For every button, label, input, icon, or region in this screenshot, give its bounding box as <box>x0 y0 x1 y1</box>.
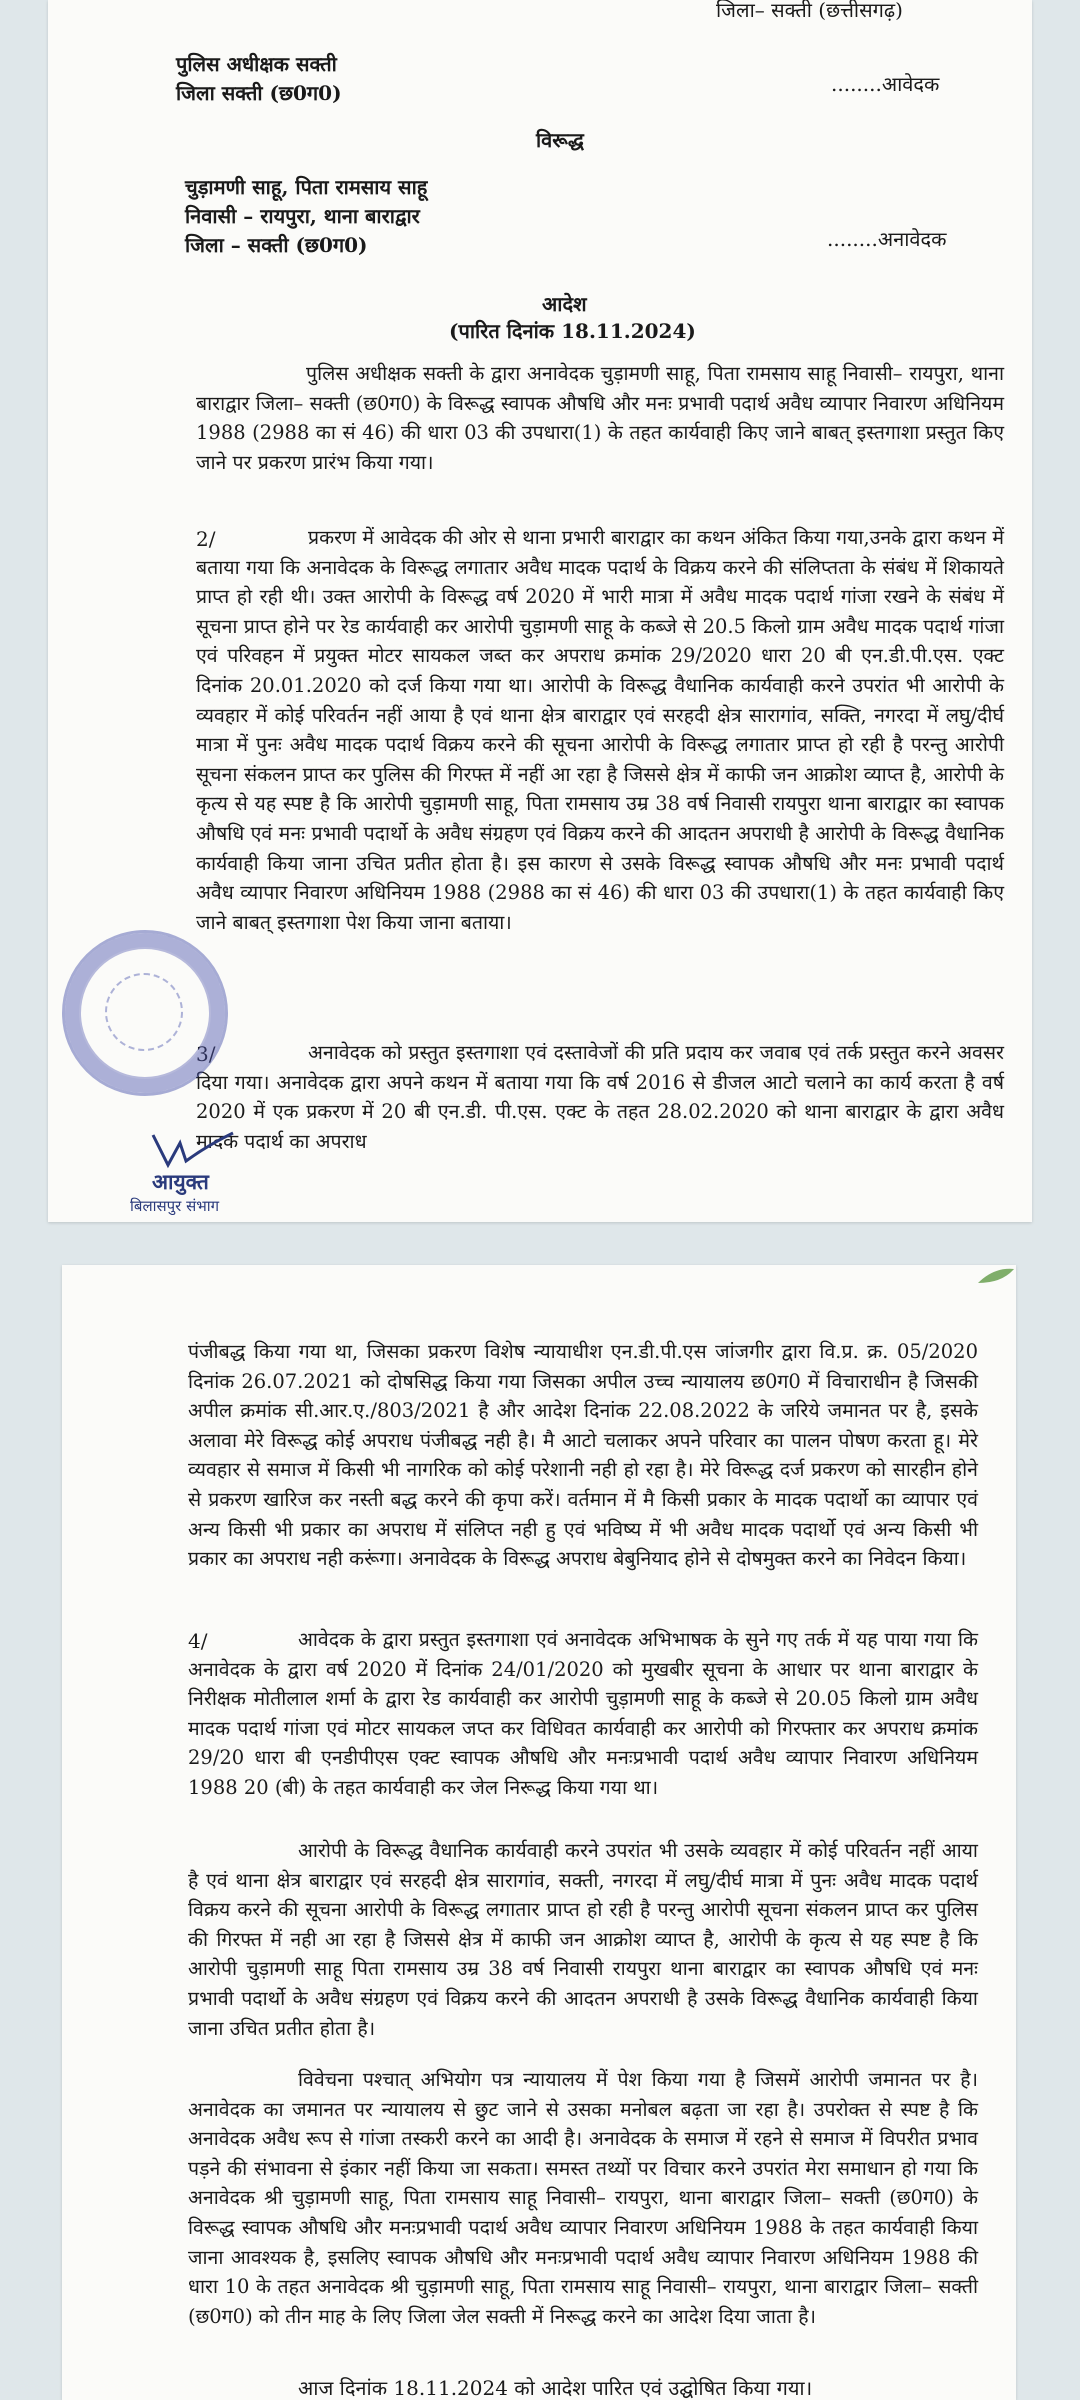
petitioner-role: ........आवेदक <box>831 72 940 96</box>
document-page-2 <box>62 1265 1016 2400</box>
signature-title: आयुक्त <box>152 1169 209 1194</box>
order-paragraph-5: आरोपी के विरूद्ध वैधानिक कार्यवाही करने उपरांत भी उसके व्यवहार में कोई परिवर्तन नहीं आया है एवं थाना क्षेत्र बाराद्वार एवं सरहदी क्षेत्र सारागांव, सक्ती, नगरदा में लघु/दीर्घ मात्रा में पुनः अवैध मादक पदार्थ विक्रय करने की सूचना आरोपी के विरूद्ध लगातार प्राप्त हो रही है परन्तु आरोपी सूचना संकलन प्राप्त कर पुलिस की गिरफ्त में नही आ रहा है जिससे क्षेत्र में काफी जन आक्रोश व्याप्त है, आरोपी के कृत्य से यह स्पष्ट है कि आरोपी चुड़ामणी साहू पिता रामसाय उम्र 38 वर्ष निवासी रायपुरा थाना बाराद्वार का स्वापक औषधि एवं मनः प्रभावी पदार्थो के अवैध संग्रहण एवं विक्रय करने की आदतन अपराधी है उसके विरूद्ध वैधानिक कार्यवाही किया जाना उचित प्रतीत होता है। <box>188 1839 978 2040</box>
leaf-decoration <box>976 1265 1016 1287</box>
order-paragraph-2: प्रकरण में आवेदक की ओर से थाना प्रभारी बाराद्वार का कथन अंकित किया गया,उनके द्वारा कथन में बताया गया कि अनावेदक के विरूद्ध लगातार अवैध मादक पदार्थ के विक्रय करने की संलिप्तता के संबंध में शिकायते प्राप्त हो रही थी। उक्त आरोपी के विरूद्ध वर्ष 2020 में भारी मात्रा में अवैध मादक पदार्थ गांजा रखने के संबंध में सूचना प्राप्त होने पर रेड कार्यवाही कर आरोपी चुड़ामणी साहू के कब्जे से 20.5 किलो ग्राम अवैध मादक पदार्थ गांजा एवं परिवहन में प्रयुक्त मोटर सायकल जब्त कर अपराध क्रमांक 29/2020 धारा 20 बी एन.डी.पी.एस. एक्ट दिनांक 20.01.2020 को दर्ज किया गया था। आरोपी के विरूद्ध वैधानिक कार्यवाही करने उपरांत भी आरोपी के व्यवहार में कोई परिवर्तन नहीं आया है एवं थाना क्षेत्र बाराद्वार एवं सरहदी क्षेत्र सारागांव, सक्ति, नगरदा में लघु/दीर्घ मात्रा में पुनः अवैध मादक पदार्थ विक्रय करने की सूचना आरोपी के विरूद्ध लगातार प्राप्त हो रही है परन्तु आरोपी सूचना संकलन प्राप्त कर पुलिस की गिरफ्त में नहीं आ रहा है जिससे क्षेत्र में काफी जन आक्रोश व्याप्त है, आरोपी के कृत्य से यह स्पष्ट है कि आरोपी चुड़ामणी साहू, पिता रामसाय उम्र 38 वर्ष निवासी रायपुरा थाना बाराद्वार का स्वापक औषधि एवं मनः प्रभावी पदार्थो के अवैध संग्रहण एवं विक्रय करने की आदतन अपराधी है आरोपी के विरूद्ध वैधानिक कार्यवाही किया जाना उचित प्रतीत होता है। इस कारण से उसके विरूद्ध स्वापक औषधि और मनः प्रभावी पदार्थ अवैध व्यापार निवारण अधिनियम 1988 (2988 का सं 46) की धारा 03 की उपधारा(1) के तहत कार्यवाही किए जाने बाबत् इस्तगाशा पेश किया जाना बताया। <box>196 526 1004 934</box>
para-2-number: 2/ <box>196 527 216 551</box>
order-paragraph-1: पुलिस अधीक्षक सक्ती के द्वारा अनावेदक चुड़ामणी साहू, पिता रामसाय साहू निवासी– रायपुरा, थाना बाराद्वार जिला– सक्ती (छ0ग0) के विरूद्ध स्वापक औषधि और मनः प्रभावी पदार्थ अवैध व्यापार निवारण अधिनियम 1988 (2988 का सं 46) की धारा 03 की उपधारा(1) के तहत कार्यवाही किए जाने बाबत् इस्तगाशा प्रस्तुत किए जाने पर प्रकरण प्रारंभ किया गया। <box>196 362 1004 474</box>
official-seal <box>62 930 228 1096</box>
petitioner-name: पुलिस अधीक्षक सक्ती <box>176 52 337 76</box>
order-final-line: आज दिनांक 18.11.2024 को आदेश पारित एवं उद्घोषित किया गया। <box>298 2376 813 2400</box>
order-paragraph-4: आवेदक के द्वारा प्रस्तुत इस्तगाशा एवं अनावेदक अभिभाषक के सुने गए तर्क में यह पाया गया कि अनावेदक के द्वारा वर्ष 2020 में दिनांक 24/01/2020 को मुखबीर सूचना के आधार पर थाना बाराद्वार के निरीक्षक मोतीलाल शर्मा के द्वारा रेड कार्यवाही कर आरोपी चुड़ामणी साहू के कब्जे से 20.05 किलो ग्राम अवैध मादक पदार्थ गांजा एवं मोटर सायकल जप्त कर विधिवत कार्यवाही कर आरोपी को गिरफ्तार कर अपराध क्रमांक 29/20 धारा बी एनडीपीएस एक्ट स्वापक औषधि और मनःप्रभावी पदार्थ अवैध व्यापार निवारण अधिनियम 1988 20 (बी) के तहत कार्यवाही कर जेल निरूद्ध किया गया था। <box>188 1628 978 1799</box>
respondent-district: जिला – सक्ती (छ0ग0) <box>185 233 368 257</box>
order-paragraph-3: अनावेदक को प्रस्तुत इस्तगाशा एवं दस्तावेजों की प्रति प्रदाय कर जवाब एवं तर्क प्रस्तुत करने अवसर दिया गया। अनावेदक द्वारा अपने कथन में बताया गया कि वर्ष 2016 से डीजल आटो चलाने का कार्य करता है वर्ष 2020 में एक प्रकरण में 20 बी एन.डी. पी.एस. एक्ट के तहत 28.02.2020 को थाना बाराद्वार के द्वारा अवैध मादक पदार्थ का अपराध <box>196 1041 1004 1153</box>
document-page-1 <box>48 0 1032 1222</box>
para-3-number: 3/ <box>196 1042 216 1066</box>
signature-division: बिलासपुर संभाग <box>130 1197 220 1215</box>
district-header: जिला– सक्ती (छत्तीसगढ़) <box>716 0 903 22</box>
petitioner-district: जिला सक्ती (छ0ग0) <box>176 81 342 105</box>
order-paragraph-6: विवेचना पश्चात् अभियोग पत्र न्यायालय में पेश किया गया है जिसमें आरोपी जमानत पर है। अनावेदक का जमानत पर न्यायालय से छुट जाने से उसका मनोबल बढ़ता जा रहा है। उपरोक्त से स्पष्ट है कि अनावेदक अवैध रूप से गांजा तस्करी करने का आदी है। अनावेदक के समाज में रहने से समाज में विपरीत प्रभाव पड़ने की संभावना से इंकार नहीं किया जा सकता। समस्त तथ्यों पर विचार करने उपरांत मेरा समाधान हो गया कि अनावेदक श्री चुड़ामणी साहू, पिता रामसाय साहू निवासी– रायपुरा, थाना बाराद्वार जिला– सक्ती (छ0ग0) के विरूद्ध स्वापक औषधि और मनःप्रभावी पदार्थ अवैध व्यापार निवारण अधिनियम 1988 के तहत कार्यवाही किया जाना आवश्यक है, इसलिए स्वापक औषधि और मनःप्रभावी पदार्थ अवैध व्यापार निवारण अधिनियम 1988 की धारा 10 के तहत अनावेदक श्री चुड़ामणी साहू, पिता रामसाय साहू निवासी– रायपुरा, थाना बाराद्वार जिला– सक्ती (छ0ग0) को तीन माह के लिए जिला जेल सक्ती में निरूद्ध करने का आदेश दिया जाता है। <box>188 2068 978 2328</box>
para-4-number: 4/ <box>188 1629 208 1653</box>
respondent-name: चुड़ामणी साहू, पिता रामसाय साहू <box>185 175 428 199</box>
order-date: (पारित दिनांक 18.11.2024) <box>449 319 696 343</box>
respondent-role: ........अनावेदक <box>827 227 947 251</box>
order-title: आदेश <box>542 292 587 316</box>
respondent-address: निवासी – रायपुरा, थाना बाराद्वार <box>185 204 420 228</box>
versus-label: विरूद्ध <box>536 128 584 152</box>
order-paragraph-3-continued: पंजीबद्ध किया गया था, जिसका प्रकरण विशेष न्यायाधीश एन.डी.पी.एस जांजगीर द्वारा वि.प्र. क्र. 05/2020 दिनांक 26.07.2021 को दोषसिद्ध किया गया जिसका अपील उच्च न्यायालय छ0ग0 में विचाराधीन है जिसकी अपील क्रमांक सी.आर.ए./803/2021 है और आदेश दिनांक 22.08.2022 के जरिये जमानत पर है, इसके अलावा मेरे विरूद्ध कोई अपराध पंजीबद्ध नही है। मै आटो चलाकर अपने परिवार का पालन पोषण करता हू। मेरे व्यवहार से समाज में किसी भी नागरिक को कोई परेशानी नही हो रहा है। मेरे विरूद्ध दर्ज प्रकरण को सारहीन होने से प्रकरण खारिज कर नस्ती बद्ध करने की कृपा करें। वर्तमान में मै किसी प्रकार के मादक पदार्थो का व्यापार एवं अन्य किसी भी प्रकार का अपराध में संलिप्त नही हु एवं भविष्य में भी अवैध मादक पदार्थो एवं अन्य किसी भी प्रकार का अपराध नही करूंगा। अनावेदक के विरूद्ध अपराध बेबुनियाद होने से दोषमुक्त करने का निवेदन किया। <box>188 1340 978 1571</box>
